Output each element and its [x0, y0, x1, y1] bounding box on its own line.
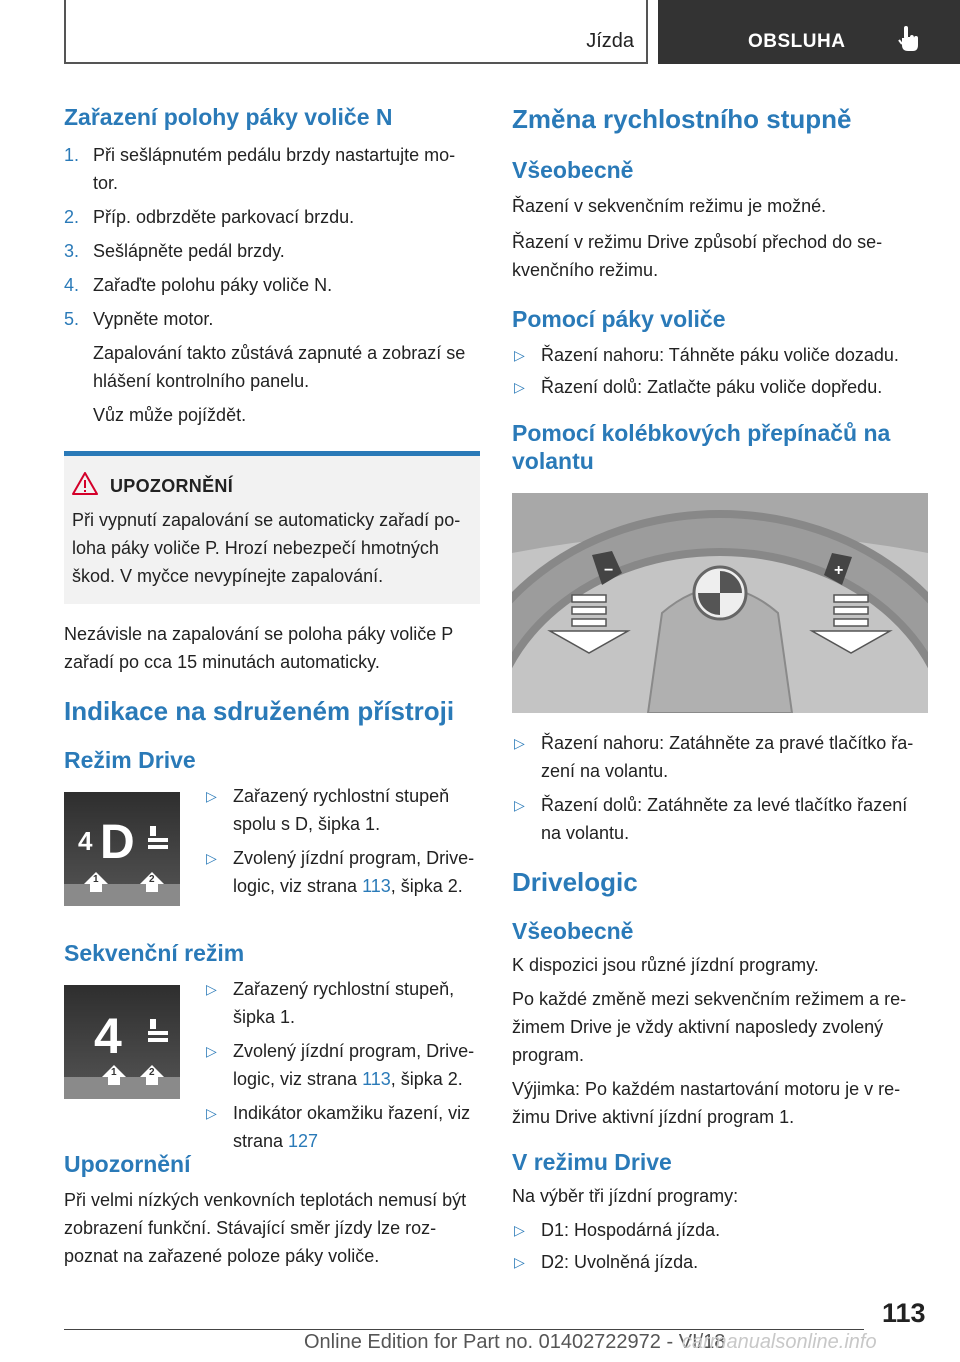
drive-mode-display-image: [64, 792, 180, 906]
list-item: ▷ Řazení nahoru: Táhněte páku voliče dozadu.: [514, 345, 899, 365]
svg-text:+: +: [834, 562, 844, 579]
header-chapter-label: OBSLUHA: [748, 31, 846, 52]
page-number: 113: [882, 1298, 926, 1328]
list-item: ▷ D1: Hospodárná jízda.: [514, 1220, 721, 1240]
header-section-title: Jízda: [586, 30, 634, 52]
section-title-neutral: Zařazení polohy páky voliče N: [64, 104, 393, 130]
svg-text:D: D: [100, 816, 135, 869]
steering-wheel-paddles-image: [512, 493, 928, 713]
footer-divider: [64, 1329, 864, 1330]
left-column: [64, 90, 480, 1270]
sequential-mode-display-image: [64, 985, 180, 1099]
step-note: Vůz může pojíždět.: [93, 405, 247, 425]
list-item: 5. Vypněte motor.: [64, 309, 214, 329]
page-link[interactable]: 113: [362, 1069, 391, 1089]
warning-box: [64, 451, 480, 604]
list-item: 3. Sešlápněte pedál brzdy.: [64, 241, 285, 261]
list-item: ▷ Řazení dolů: Zatáhněte za levé tlačítko řazení na volantu.: [514, 795, 908, 843]
subsection-title-drive: Režim Drive: [64, 747, 196, 773]
section-title-gear-change: Změna rychlostního stupně: [512, 104, 852, 134]
right-column: [512, 90, 928, 1276]
warning-triangle-icon: [72, 472, 98, 500]
hand-pointer-icon: [898, 26, 920, 57]
svg-text:2: 2: [149, 1067, 155, 1078]
svg-text:−: −: [604, 562, 614, 579]
page-link[interactable]: 127: [288, 1131, 319, 1151]
list-item: ▷ Zařazený rychlostní stupeň, šipka 1.: [206, 979, 455, 1027]
list-item: ▷ D2: Uvolněná jízda.: [514, 1252, 699, 1272]
subsection-title-drive-mode: V režimu Drive: [512, 1149, 672, 1175]
paragraph: Po každé změně mezi sekvenčním režimem a re-žimem Drive je vždy aktivní naposledy zvolený program.: [512, 989, 907, 1065]
list-item: 4. Zařaďte polohu páky voliče N.: [64, 275, 333, 295]
section-title-instrument: Indikace na sdruženém přístroji: [64, 696, 455, 726]
footer-edition: Online Edition for Part no. 01402722972 - VI/18: [304, 1331, 726, 1353]
header-section-box: [64, 0, 648, 64]
list-item: ▷ Indikátor okamžiku řazení, viz strana 127: [206, 1103, 471, 1151]
subsection-title-sequential: Sekvenční režim: [64, 940, 245, 966]
paragraph: Řazení v sekvenčním režimu je možné.: [512, 196, 827, 216]
warning-text: Při vypnutí zapalování se automaticky zařadí po-loha páky voliče P. Hrozí nebezpečí hmotných škod. V myčce nevypínejte zapalování.: [72, 510, 461, 586]
list-item: ▷ Řazení nahoru: Zatáhněte za pravé tlačítko řa-zení na volantu.: [514, 733, 914, 781]
list-item: ▷ Zvolený jízdní program, Drive-logic, viz strana 113, šipka 2.: [206, 1041, 475, 1089]
svg-text:4: 4: [78, 826, 93, 856]
paragraph: Při velmi nízkých venkovních teplotách nemusí být zobrazení funkční. Stávající směr jízdy lze roz-poznat na zařazené poloze páky voliče.: [64, 1190, 467, 1266]
paragraph: Výjimka: Po každém nastartování motoru je v re-žimu Drive aktivní jízdní program 1.: [512, 1079, 901, 1127]
list-item: ▷ Zařazený rychlostní stupeň spolu s D, šipka 1.: [206, 786, 450, 834]
subsection-title-note: Upozornění: [64, 1151, 191, 1177]
paragraph: Na výběr tři jízdní programy:: [512, 1186, 739, 1206]
svg-text:2: 2: [149, 874, 155, 885]
svg-text:4: 4: [94, 1008, 122, 1064]
svg-text:1: 1: [111, 1067, 117, 1078]
list-item: ▷ Řazení dolů: Zatlačte páku voliče dopředu.: [514, 377, 883, 397]
step-note: Zapalování takto zůstává zapnuté a zobrazí se hlášení kontrolního panelu.: [93, 343, 466, 391]
paragraph: Nezávisle na zapalování se poloha páky voliče P zařadí po cca 15 minutách automaticky.: [64, 624, 453, 672]
svg-text:1: 1: [93, 874, 99, 885]
section-title-drivelogic: Drivelogic: [512, 867, 638, 897]
paragraph: Řazení v režimu Drive způsobí přechod do se-kvenčního režimu.: [512, 232, 883, 280]
subsection-title-general: Všeobecně: [512, 918, 634, 944]
page-link[interactable]: 113: [362, 876, 391, 896]
subsection-title-paddles: Pomocí kolébkových přepínačů na volantu: [512, 420, 891, 474]
watermark: carmanualsonline.info: [682, 1331, 877, 1353]
list-item: ▷ Zvolený jízdní program, Drive-logic, viz strana 113, šipka 2.: [206, 848, 475, 896]
subsection-title-general: Všeobecně: [512, 157, 634, 183]
header-chapter-tab: [658, 0, 960, 64]
paragraph: K dispozici jsou různé jízdní programy.: [512, 955, 819, 975]
subsection-title-lever: Pomocí páky voliče: [512, 306, 726, 332]
list-item: 1. Při sešlápnutém pedálu brzdy nastartujte mo-tor.: [64, 145, 456, 193]
warning-title: UPOZORNĚNÍ: [110, 475, 234, 496]
list-item: 2. Příp. odbrzděte parkovací brzdu.: [64, 207, 355, 227]
